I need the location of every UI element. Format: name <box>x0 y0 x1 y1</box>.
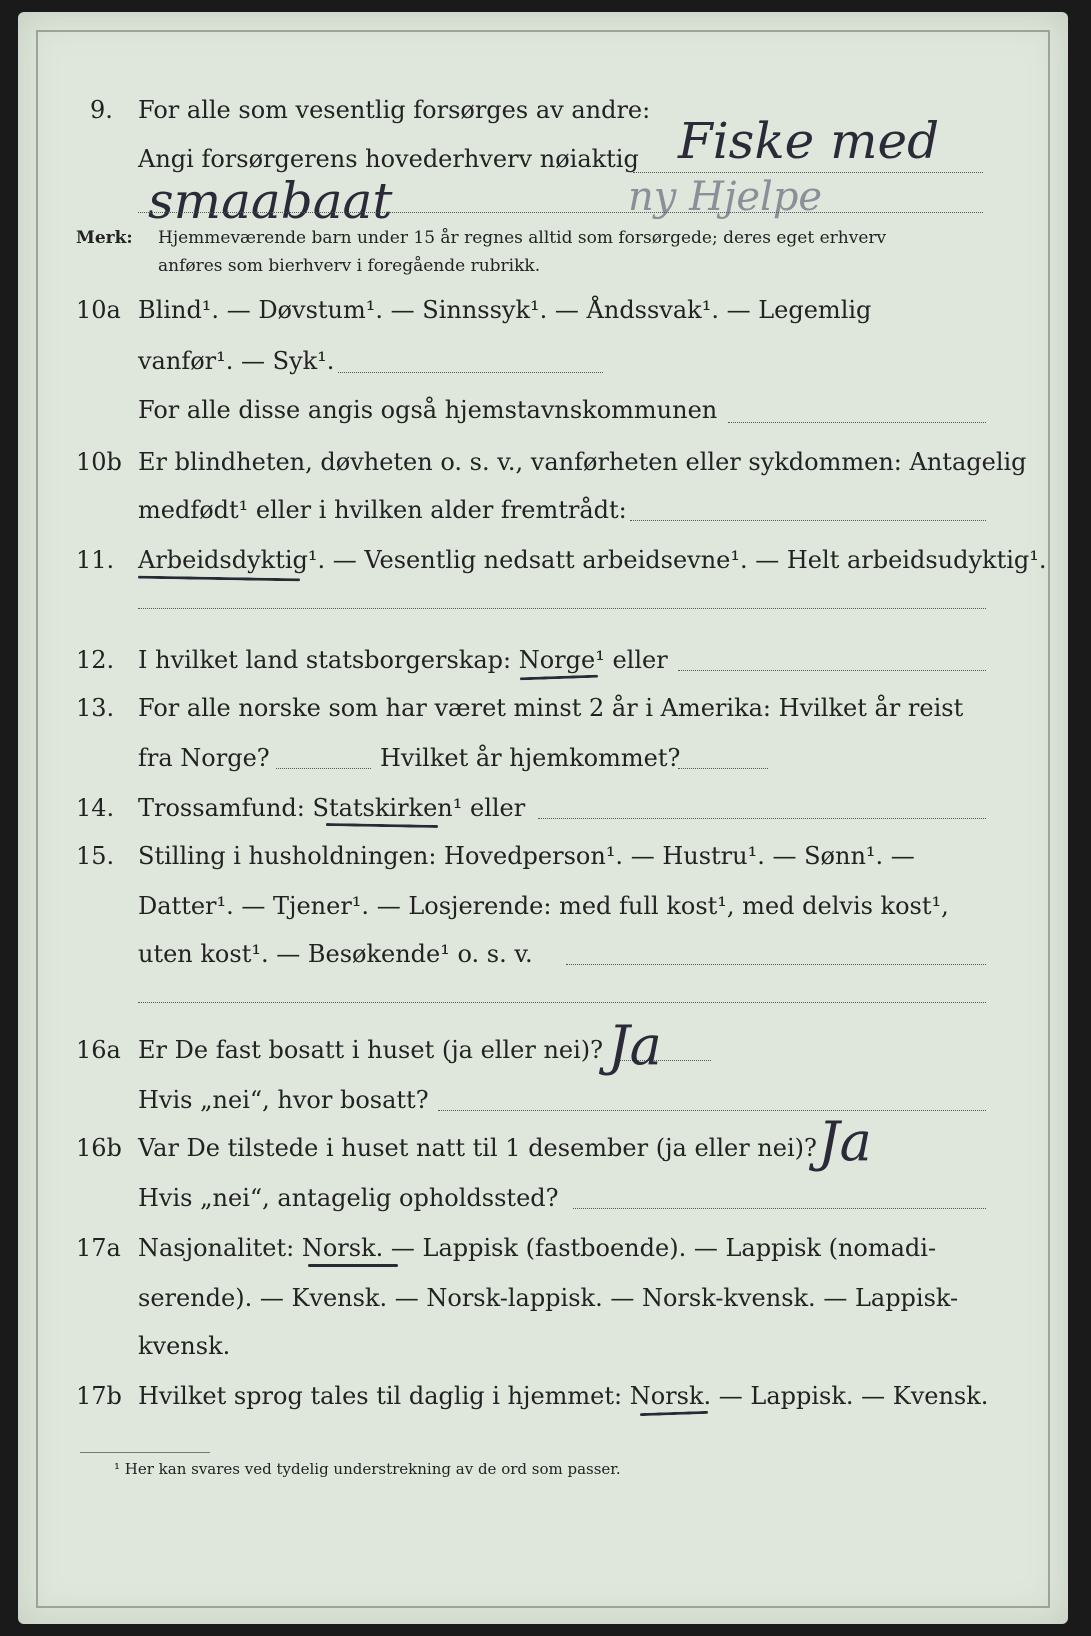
q9-line1: For alle som vesentlig forsørges av andre: <box>138 96 651 124</box>
footnote-rule <box>80 1452 210 1453</box>
q13-reist-line <box>276 768 371 769</box>
q13-number: 13. <box>76 694 115 722</box>
q16b-line1: Var De tilstede i huset natt til 1 desember (ja eller nei)? <box>138 1134 817 1162</box>
q15-line1: Stilling i husholdningen: Hovedperson¹. — Hustru¹. — Sønn¹. — <box>138 842 915 870</box>
q15-line3: uten kost¹. — Besøkende¹ o. s. v. <box>138 940 533 968</box>
q10a-line3: For alle disse angis også hjemstavnskommunen <box>138 396 718 424</box>
q13-hjemkommet-line <box>678 768 768 769</box>
q12-answer-line <box>678 670 986 671</box>
q13-line2a: fra Norge? <box>138 744 270 772</box>
census-form-page <box>18 12 1068 1624</box>
q9-line2: Angi forsørgerens hovederhverv nøiaktig <box>138 145 639 173</box>
q9-handwritten-annotation: ny Hjelpe <box>628 174 823 220</box>
q17b-number: 17b <box>76 1382 122 1410</box>
q9-handwritten-answer-b: smaabaat <box>148 172 393 230</box>
q14-answer-line <box>538 818 986 819</box>
q16a-handwritten-answer: Ja <box>608 1014 662 1077</box>
merk-line1: Hjemmeværende barn under 15 år regnes alltid som forsørgede; deres eget erhverv <box>158 228 887 248</box>
q17a-underline-mark <box>308 1264 398 1267</box>
q16a-line1: Er De fast bosatt i huset (ja eller nei)? <box>138 1036 604 1064</box>
q16a-line2: Hvis „nei“, hvor bosatt? <box>138 1086 429 1114</box>
q16b-opholdssted-line <box>573 1208 986 1209</box>
merk-label: Merk: <box>76 228 133 248</box>
q11-line1: Arbeidsdyktig¹. — Vesentlig nedsatt arbeidsevne¹. — Helt arbeidsudyktig¹. <box>138 546 1047 574</box>
q10b-answer-line <box>630 520 986 521</box>
q10a-home-line <box>728 422 986 423</box>
q14-line1: Trossamfund: Statskirken¹ eller <box>138 794 526 822</box>
merk-line2: anføres som bierhverv i foregående rubrikk. <box>158 256 541 276</box>
q16a-number: 16a <box>76 1036 121 1064</box>
q12-number: 12. <box>76 646 115 674</box>
q11-number: 11. <box>76 546 115 574</box>
q15-extra-line <box>138 1002 986 1003</box>
q10b-line2: medfødt¹ eller i hvilken alder fremtrådt: <box>138 496 627 524</box>
q10a-line1: Blind¹. — Døvstum¹. — Sinnssyk¹. — Åndssvak¹. — Legemlig <box>138 296 872 324</box>
q14-number: 14. <box>76 794 115 822</box>
footnote: ¹ Her kan svares ved tydelig understrekning av de ord som passer. <box>114 1460 621 1478</box>
q15-number: 15. <box>76 842 115 870</box>
q16b-number: 16b <box>76 1134 122 1162</box>
q10b-line1: Er blindheten, døvheten o. s. v., vanførheten eller sykdommen: Antagelig <box>138 448 1027 476</box>
q9-handwritten-answer-a: Fiske med <box>678 112 940 170</box>
q15-line2: Datter¹. — Tjener¹. — Losjerende: med full kost¹, med delvis kost¹, <box>138 892 949 920</box>
q11-answer-line <box>138 608 986 609</box>
q10b-number: 10b <box>76 448 122 476</box>
q9-second-answer-line <box>138 212 983 213</box>
q17a-line2: serende). — Kvensk. — Norsk-lappisk. — Norsk-kvensk. — Lappisk- <box>138 1284 959 1312</box>
q13-line2b: Hvilket år hjemkommet? <box>380 744 681 772</box>
q10a-number: 10a <box>76 296 121 324</box>
q10a-answer-line <box>338 372 603 373</box>
q16b-handwritten-answer: Ja <box>818 1110 872 1173</box>
q17a-line3: kvensk. <box>138 1332 231 1360</box>
q16b-line2: Hvis „nei“, antagelig opholdssted? <box>138 1184 559 1212</box>
q10a-line2: vanfør¹. — Syk¹. <box>138 347 335 375</box>
q17a-line1: Nasjonalitet: Norsk. — Lappisk (fastboende). — Lappisk (nomadi- <box>138 1234 937 1262</box>
q12-line1: I hvilket land statsborgerskap: Norge¹ eller <box>138 646 668 674</box>
q15-answer-line <box>566 964 986 965</box>
q9-answer-line <box>633 172 983 173</box>
q17b-line1: Hvilket sprog tales til daglig i hjemmet: Norsk. — Lappisk. — Kvensk. <box>138 1382 989 1410</box>
q17a-number: 17a <box>76 1234 121 1262</box>
q16a-bosatt-line <box>438 1110 986 1111</box>
q13-line1: For alle norske som har været minst 2 år i Amerika: Hvilket år reist <box>138 694 964 722</box>
q9-number: 9. <box>90 96 113 124</box>
